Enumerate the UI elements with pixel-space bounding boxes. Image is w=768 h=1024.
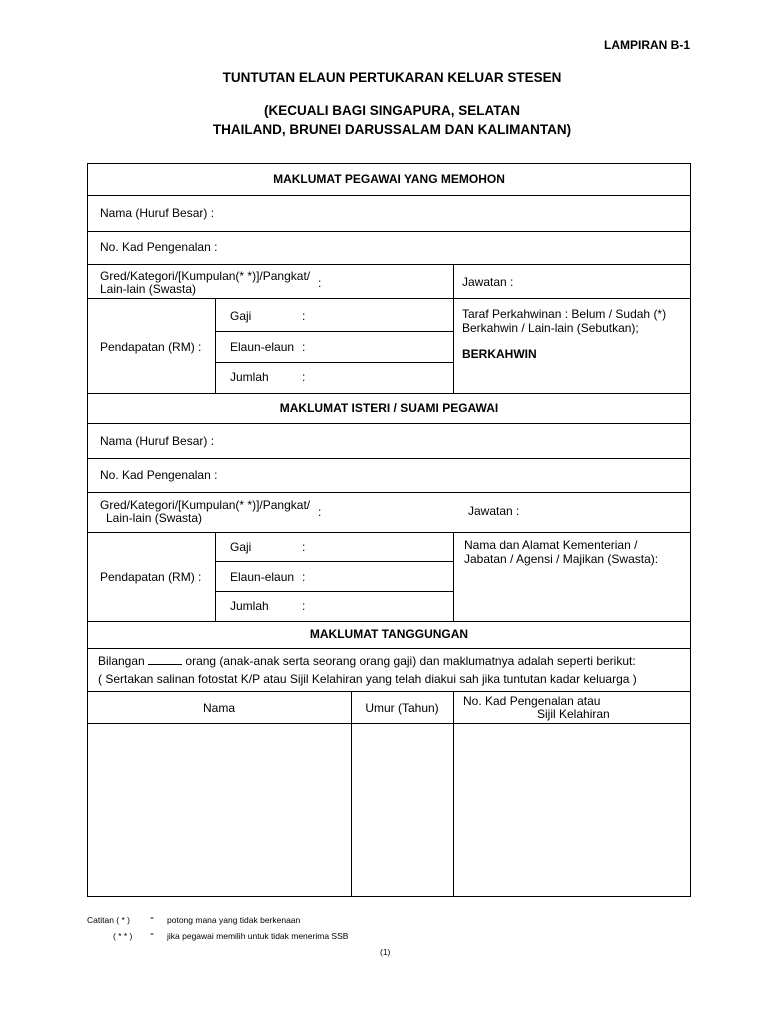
tanggungan-umur-cell[interactable] bbox=[352, 724, 452, 896]
pegawai-elaun-colon: : bbox=[302, 340, 306, 354]
pegawai-elaun-label: Elaun-elaun bbox=[230, 340, 295, 354]
tanggungan-kad-cell[interactable] bbox=[454, 724, 690, 896]
pasangan-pendapatan-label: Pendapatan (RM) : bbox=[100, 570, 202, 584]
pasangan-nama-label: Nama (Huruf Besar) : bbox=[100, 434, 215, 448]
pegawai-gaji-label: Gaji bbox=[230, 309, 252, 323]
pegawai-pendapatan-label: Pendapatan (RM) : bbox=[100, 340, 202, 354]
pasangan-gred-label: Gred/Kategori/[Kumpulan(* *)]/Pangkat/ bbox=[100, 498, 311, 512]
section-pasangan-header: MAKLUMAT ISTERI / SUAMI PEGAWAI bbox=[279, 401, 499, 415]
lampiran-label: LAMPIRAN B-1 bbox=[604, 38, 690, 52]
pegawai-gaji-colon: : bbox=[302, 309, 306, 323]
taraf-perkahwinan-label: Taraf Perkahwinan : Belum / Sudah (*) bbox=[462, 307, 667, 321]
column-umur: Umur (Tahun) bbox=[365, 701, 439, 715]
page-number: (1) bbox=[380, 947, 391, 957]
pegawai-jawatan-label: Jawatan : bbox=[462, 275, 514, 289]
section-tanggungan-header: MAKLUMAT TANGGUNGAN bbox=[309, 627, 469, 641]
pegawai-nama-label: Nama (Huruf Besar) : bbox=[100, 206, 215, 220]
pegawai-gred-label-2: Lain-lain (Swasta) bbox=[100, 282, 197, 296]
pegawai-kad-label: No. Kad Pengenalan : bbox=[100, 240, 218, 254]
catitan-dash-2: - bbox=[150, 926, 154, 940]
pasangan-jawatan-label: Jawatan : bbox=[468, 504, 520, 518]
sertakan-note: ( Sertakan salinan fotostat K/P atau Sijil Kelahiran yang telah diakui sah jika tuntutan kadar keluarga ) bbox=[98, 672, 637, 686]
bilangan-description: orang (anak-anak serta seorang orang gaji) dan maklumatnya adalah seperti berikut: bbox=[185, 654, 636, 668]
column-kad-2: Sijil Kelahiran bbox=[537, 707, 610, 721]
bilangan-label: Bilangan bbox=[98, 654, 145, 668]
pasangan-elaun-colon: : bbox=[302, 570, 306, 584]
pasangan-gaji-colon: : bbox=[302, 540, 306, 554]
catitan-dash-1: - bbox=[150, 910, 154, 924]
pasangan-gred-colon: : bbox=[318, 505, 322, 519]
bilangan-line bbox=[98, 654, 636, 668]
form-subtitle-line2: THAILAND, BRUNEI DARUSSALAM DAN KALIMANTAN) bbox=[212, 122, 572, 137]
form-title: TUNTUTAN ELAUN PERTUKARAN KELUAR STESEN bbox=[222, 70, 562, 85]
catitan-text-2: jika pegawai memilih untuk tidak menerima SSB bbox=[167, 931, 349, 941]
pasangan-elaun-label: Elaun-elaun bbox=[230, 570, 295, 584]
catitan-label-1: Catitan ( * ) bbox=[87, 915, 130, 925]
form-subtitle-line1: (KECUALI BAGI SINGAPURA, SELATAN bbox=[264, 103, 520, 118]
taraf-perkahwinan-value: BERKAHWIN bbox=[462, 347, 537, 361]
pegawai-gred-label: Gred/Kategori/[Kumpulan(* *)]/Pangkat/ bbox=[100, 269, 311, 283]
pasangan-jumlah-label: Jumlah bbox=[230, 599, 269, 613]
catitan-label-2: ( * * ) bbox=[113, 931, 133, 941]
section-pegawai-header: MAKLUMAT PEGAWAI YANG MEMOHON bbox=[273, 172, 505, 186]
pasangan-jumlah-colon: : bbox=[302, 599, 306, 613]
pegawai-jumlah-colon: : bbox=[302, 370, 306, 384]
tanggungan-nama-cell[interactable] bbox=[88, 724, 350, 896]
taraf-perkahwinan-label-2: Berkahwin / Lain-lain (Sebutkan); bbox=[462, 321, 639, 335]
catitan-text-1: potong mana yang tidak berkenaan bbox=[167, 915, 301, 925]
pasangan-gred-label-2: Lain-lain (Swasta) bbox=[106, 511, 203, 525]
alamat-majikan-label-2: Jabatan / Agensi / Majikan (Swasta): bbox=[464, 552, 659, 566]
pasangan-kad-label: No. Kad Pengenalan : bbox=[100, 468, 218, 482]
pegawai-gred-colon: : bbox=[318, 276, 322, 290]
alamat-majikan-label: Nama dan Alamat Kementerian / bbox=[464, 538, 638, 552]
column-nama: Nama bbox=[202, 701, 235, 715]
pasangan-gaji-label: Gaji bbox=[230, 540, 252, 554]
bilangan-blank[interactable] bbox=[148, 654, 182, 665]
column-kad: No. Kad Pengenalan atau bbox=[463, 694, 601, 708]
pegawai-jumlah-label: Jumlah bbox=[230, 370, 269, 384]
